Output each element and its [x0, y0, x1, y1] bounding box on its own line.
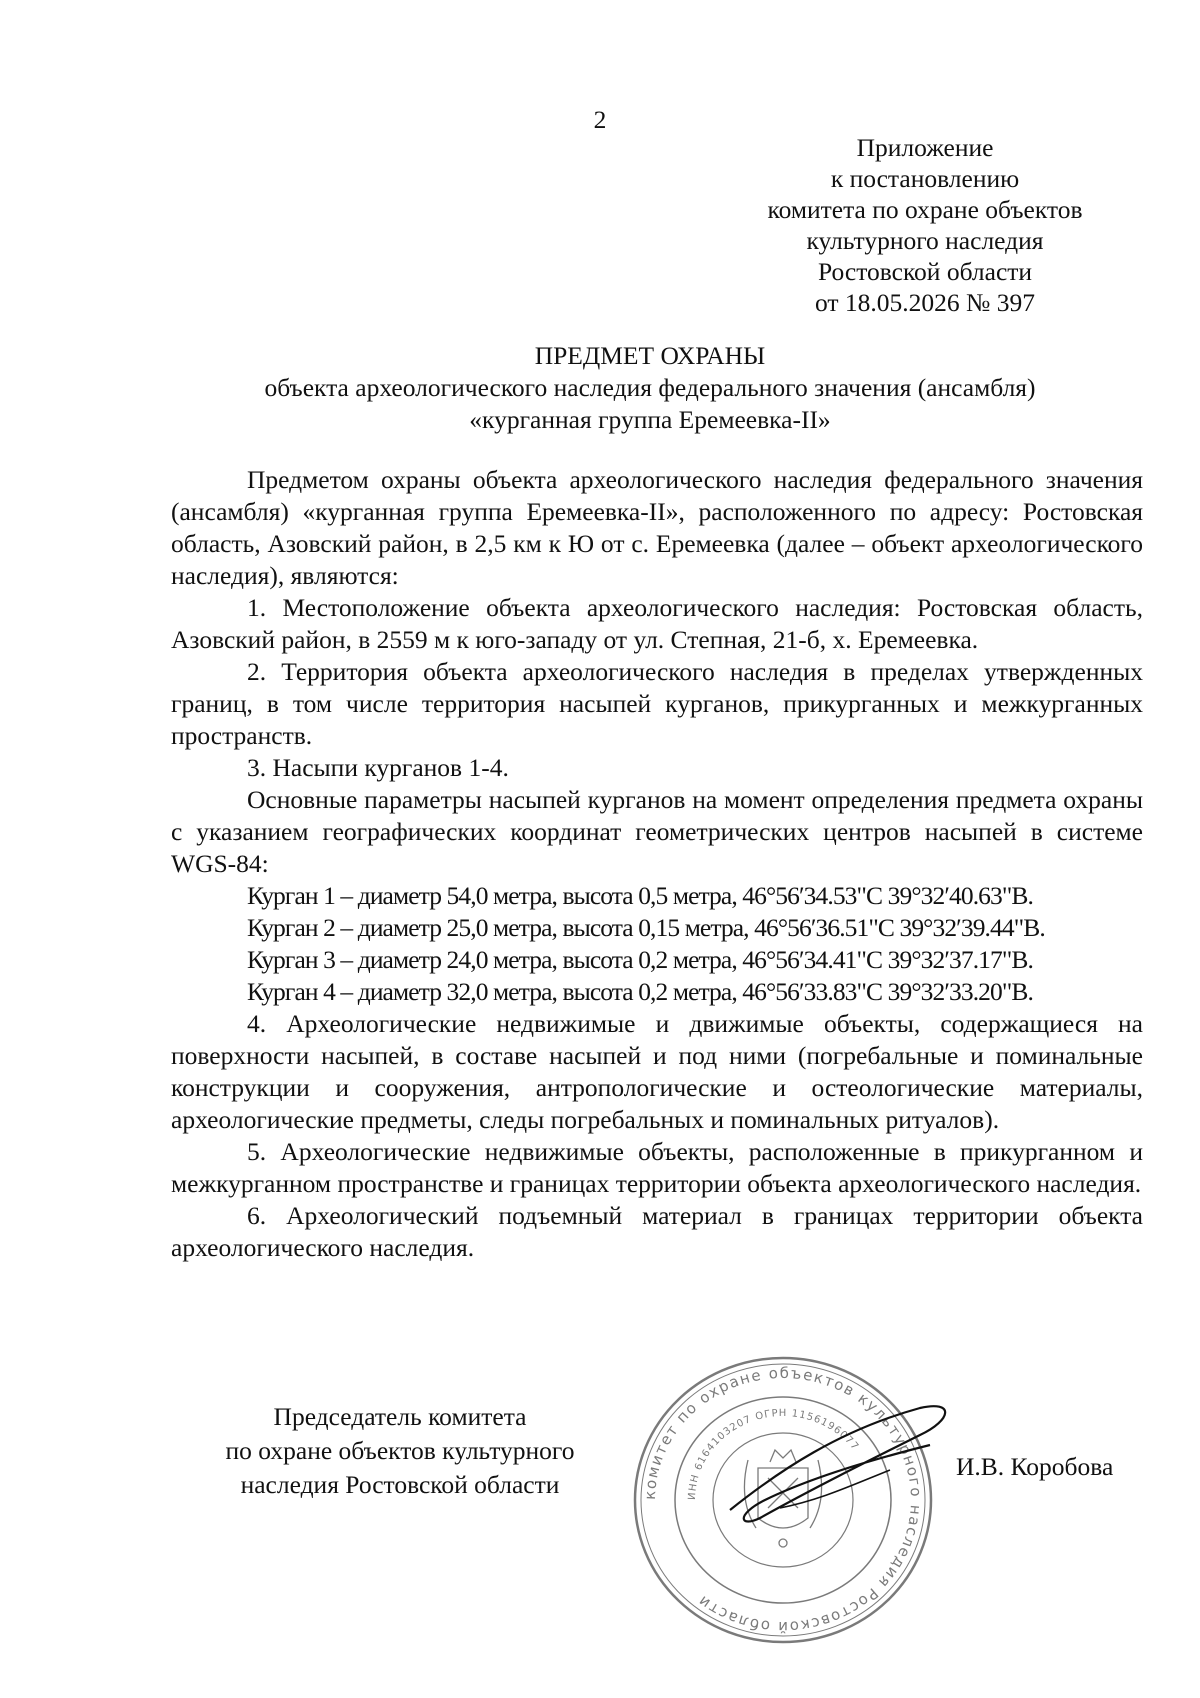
signatory-position-line: Председатель комитета	[273, 1402, 527, 1431]
paragraph-item-6: 6. Археологический подъемный материал в границах территории объекта археологического наследия.	[171, 1201, 1143, 1262]
appendix-line: Приложение	[856, 133, 994, 162]
paragraph-item-3: 3. Насыпи курганов 1-4.	[247, 753, 509, 782]
document-body	[171, 464, 1143, 1264]
paragraph-item-5: 5. Археологические недвижимые объекты, расположенные в прикурганном и межкурганном пространстве и границах территории объекта археологического наследия.	[171, 1137, 1143, 1198]
document-title	[150, 340, 1150, 436]
seal-outer-text: комитет по охране объектов культурного наследия Ростовской области	[640, 1363, 926, 1637]
kurgan-line: Курган 1 – диаметр 54,0 метра, высота 0,5 метра, 46°56′34.53"С 39°32′40.63"В.	[247, 881, 1033, 910]
page-number: 2	[593, 105, 607, 134]
paragraph-item-2: 2. Территория объекта археологического наследия в пределах утвержденных границ, в том числе территория насыпей курганов, прикурганных и межкурганных пространств.	[171, 657, 1143, 750]
paragraph-params: Основные параметры насыпей курганов на момент определения предмета охраны с указанием географических координат геометрических центров насыпей в системе WGS-84:	[171, 785, 1143, 878]
signatory-name: И.В. Коробова	[956, 1452, 1114, 1481]
appendix-line: комитета по охране объектов	[767, 195, 1083, 224]
paragraph-item-4: 4. Археологические недвижимые и движимые объекты, содержащиеся на поверхности насыпей, в составе насыпей и под ними (погребальные и поминальные конструкции и сооружения, антропологические и остеологические материалы, археологические предметы, следы погребальных и поминальных ритуалов).	[171, 1009, 1143, 1134]
seal-inner-text: ИНН 6164103207 ОГРН 1156196077	[686, 1407, 861, 1501]
kurgan-line: Курган 4 – диаметр 32,0 метра, высота 0,2 метра, 46°56′33.83"С 39°32′33.20"В.	[247, 977, 1033, 1006]
handwritten-signature	[720, 1390, 960, 1540]
signatory-position-line: по охране объектов культурного	[225, 1436, 575, 1465]
appendix-line: от 18.05.2026 № 397	[814, 288, 1035, 317]
appendix-line: Ростовской области	[817, 257, 1033, 286]
appendix-line: культурного наследия	[806, 226, 1044, 255]
kurgan-line: Курган 2 – диаметр 25,0 метра, высота 0,15 метра, 46°56′36.51"С 39°32′39.44"В.	[247, 913, 1045, 942]
appendix-header	[755, 132, 1095, 318]
title-subline: «курганная группа Еремеевка-II»	[469, 405, 831, 434]
paragraph-item-1: 1. Местоположение объекта археологического наследия: Ростовская область, Азовский район, в 2559 м к юго-западу от ул. Степная, 21-б, х. Еремеевка.	[171, 593, 1143, 654]
signatory-position	[170, 1400, 630, 1502]
title-heading: ПРЕДМЕТ ОХРАНЫ	[534, 341, 766, 370]
appendix-line: к постановлению	[830, 164, 1020, 193]
title-subline: объекта археологического наследия федерального значения (ансамбля)	[264, 373, 1036, 402]
paragraph-intro: Предметом охраны объекта археологического наследия федерального значения (ансамбля) «курганная группа Еремеевка-II», расположенного по адресу: Ростовская область, Азовский район, в 2,5 км к Ю от с. Еремеевка (далее – объект археологического наследия), являются:	[171, 465, 1143, 590]
kurgan-line: Курган 3 – диаметр 24,0 метра, высота 0,2 метра, 46°56′34.41"С 39°32′37.17"В.	[247, 945, 1033, 974]
signatory-position-line: наследия Ростовской области	[240, 1470, 560, 1499]
